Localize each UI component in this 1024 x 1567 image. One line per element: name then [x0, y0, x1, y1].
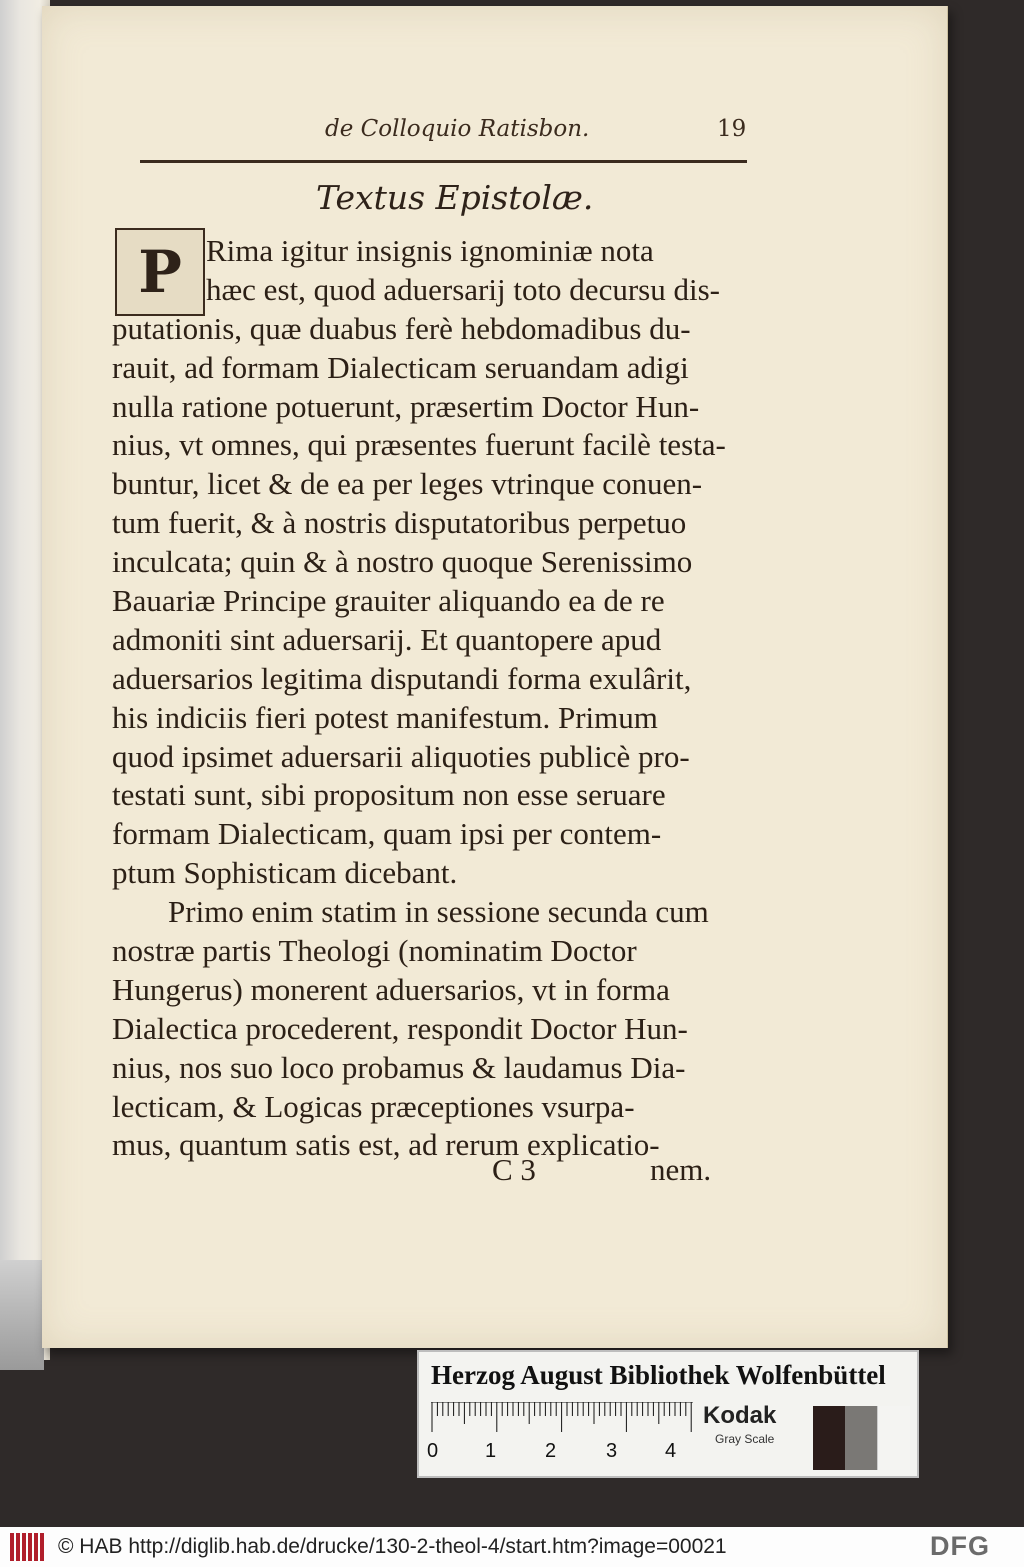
catchword: nem. — [650, 1152, 712, 1187]
text-line: rauit, ad formam Dialecticam seruandam adigi — [112, 349, 689, 385]
text-line: mus, quantum satis est, ad rerum explicatio- — [112, 1127, 660, 1163]
ruler-number: 4 — [665, 1440, 677, 1462]
text-line: Rima igitur insignis ignominiæ nota — [206, 233, 654, 268]
text-line: admoniti sint aduersarij. Et quantopere apud — [112, 621, 662, 657]
signature-mark: C 3 — [492, 1152, 536, 1187]
source-url[interactable]: © HAB http://diglib.hab.de/drucke/130-2-theol-4/start.htm?image=00021 — [58, 1535, 727, 1558]
hab-logo-icon — [10, 1533, 46, 1561]
text-line: nius, vt omnes, qui præsentes fuerunt facilè testa- — [112, 427, 726, 463]
section-heading: Textus Epistolæ. — [316, 178, 594, 217]
text-line: testati sunt, sibi propositum non esse seruare — [112, 777, 666, 813]
text-line: nius, nos suo loco probamus & laudamus Dia- — [112, 1049, 686, 1085]
text-line: inculcata; quin & à nostro quoque Serenissimo — [112, 544, 693, 580]
body-text — [112, 232, 772, 1165]
page-number: 19 — [717, 116, 747, 142]
gray-scale-label: Gray Scale — [715, 1432, 775, 1446]
text-line: formam Dialecticam, quam ipsi per contem- — [112, 816, 662, 852]
text-line: his indiciis fieri potest manifestum. Primum — [112, 699, 658, 735]
text-line: tum fuerit, & à nostris disputatoribus perpetuo — [112, 505, 687, 541]
signature-line — [112, 1152, 762, 1192]
ruler-number: 0 — [427, 1440, 439, 1462]
gray-patch-light — [877, 1406, 910, 1470]
running-title: de Colloquio Ratisbon. — [325, 116, 590, 142]
text-line: buntur, licet & de ea per leges vtrinque conuen- — [112, 466, 703, 502]
ruler-number: 1 — [485, 1440, 497, 1462]
footer-bar — [0, 1527, 1024, 1567]
header-rule — [140, 160, 747, 163]
dfg-logo: DFG — [930, 1531, 990, 1561]
kodak-logo: Kodak — [703, 1402, 777, 1429]
text-line: lecticam, & Logicas præceptiones vsurpa- — [112, 1088, 635, 1124]
decorated-initial: P — [115, 228, 205, 316]
ruler-ticks — [431, 1402, 693, 1434]
text-line: nulla ratione potuerunt, præsertim Doctor Hun- — [112, 388, 700, 424]
ruler-number: 2 — [545, 1440, 557, 1462]
text-line: nostræ partis Theologi (nominatim Doctor — [112, 933, 637, 969]
text-line: ptum Sophisticam dicebant. — [112, 855, 458, 891]
scale-ruler — [427, 1402, 693, 1462]
text-line: Bauariæ Principe grauiter aliquando ea de re — [112, 583, 665, 619]
text-line: Primo enim statim in sessione secunda cum — [168, 894, 709, 930]
text-line: Dialectica procederent, respondit Doctor Hun- — [112, 1010, 688, 1046]
text-line: Hungerus) monerent aduersarios, vt in forma — [112, 971, 670, 1007]
library-name: Herzog August Bibliothek Wolfenbüttel — [431, 1360, 886, 1390]
adjacent-page-shadow — [0, 1260, 44, 1370]
text-line: putationis, quæ duabus ferè hebdomadibus du- — [112, 310, 691, 346]
text-line: quod ipsimet aduersarii aliquoties publicè pro- — [112, 738, 690, 774]
ruler-number: 3 — [606, 1440, 618, 1462]
color-calibration-bar — [417, 1350, 919, 1478]
gray-patch-dark — [813, 1406, 845, 1470]
text-line: hæc est, quod aduersarij toto decursu dis- — [206, 271, 720, 307]
gray-patch-mid — [845, 1406, 877, 1470]
text-line: aduersarios legitima disputandi forma exulârit, — [112, 660, 692, 696]
page-header — [325, 112, 765, 152]
